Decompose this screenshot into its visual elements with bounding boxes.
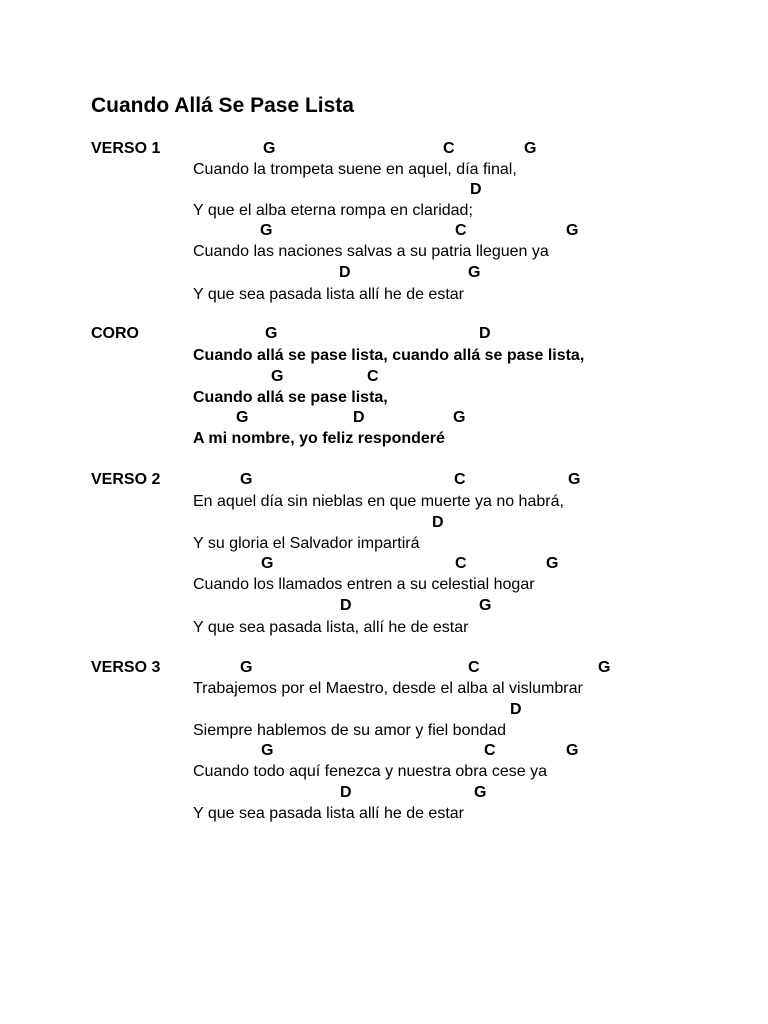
chord: G xyxy=(546,555,559,572)
chord: G xyxy=(261,742,274,759)
lyric-line: Y que sea pasada lista allí he de estar xyxy=(193,286,464,303)
chord: G xyxy=(566,742,579,759)
chord: G xyxy=(271,368,284,385)
chord: G xyxy=(260,222,273,239)
lyric-line: Y que el alba eterna rompa en claridad; xyxy=(193,202,473,219)
chord: G xyxy=(468,264,481,281)
chord: G xyxy=(236,409,249,426)
chord: G xyxy=(566,222,579,239)
chord: D xyxy=(353,409,365,426)
chord: G xyxy=(568,471,581,488)
lyric-line: A mi nombre, yo feliz responderé xyxy=(193,430,445,447)
section-label-verso-2: VERSO 2 xyxy=(91,471,161,488)
chord: C xyxy=(454,471,466,488)
chord: D xyxy=(432,514,444,531)
chord: D xyxy=(470,181,482,198)
chord: G xyxy=(474,784,487,801)
section-label-verso-1: VERSO 1 xyxy=(91,140,161,157)
chord: C xyxy=(468,659,480,676)
chord: C xyxy=(455,222,467,239)
chord: D xyxy=(340,784,352,801)
lyric-line: Cuando allá se pase lista, cuando allá se pase lista, xyxy=(193,347,585,364)
lyric-line: Y que sea pasada lista allí he de estar xyxy=(193,805,464,822)
lyric-line: Cuando la trompeta suene en aquel, día final, xyxy=(193,161,517,178)
lyric-line: Cuando los llamados entren a su celestial hogar xyxy=(193,576,535,593)
lyric-line: Siempre hablemos de su amor y fiel bondad xyxy=(193,722,507,739)
lyric-line: Cuando todo aquí fenezca y nuestra obra cese ya xyxy=(193,763,548,780)
lyric-line: Cuando allá se pase lista, xyxy=(193,389,388,406)
lyric-line: En aquel día sin nieblas en que muerte ya no habrá, xyxy=(193,493,564,510)
section-label-verso-3: VERSO 3 xyxy=(91,659,161,676)
lyric-line: Y que sea pasada lista, allí he de estar xyxy=(193,619,469,636)
chord: C xyxy=(455,555,467,572)
chord: D xyxy=(340,597,352,614)
chord: G xyxy=(598,659,611,676)
chord: G xyxy=(265,325,278,342)
chord: G xyxy=(240,471,253,488)
chord: G xyxy=(261,555,274,572)
chord: G xyxy=(453,409,466,426)
chord: D xyxy=(510,701,522,718)
section-label-coro: CORO xyxy=(91,325,139,342)
lyric-line: Trabajemos por el Maestro, desde el alba al vislumbrar xyxy=(193,680,583,697)
chord: G xyxy=(524,140,537,157)
song-title: Cuando Allá Se Pase Lista xyxy=(91,94,354,117)
chord: G xyxy=(240,659,253,676)
chord: G xyxy=(263,140,276,157)
chord: D xyxy=(339,264,351,281)
chord: G xyxy=(479,597,492,614)
chord: C xyxy=(443,140,455,157)
lyric-line: Y su gloria el Salvador impartirá xyxy=(193,535,420,552)
chord: D xyxy=(479,325,491,342)
lyric-line: Cuando las naciones salvas a su patria lleguen ya xyxy=(193,243,549,260)
chord: C xyxy=(367,368,379,385)
chord: C xyxy=(484,742,496,759)
